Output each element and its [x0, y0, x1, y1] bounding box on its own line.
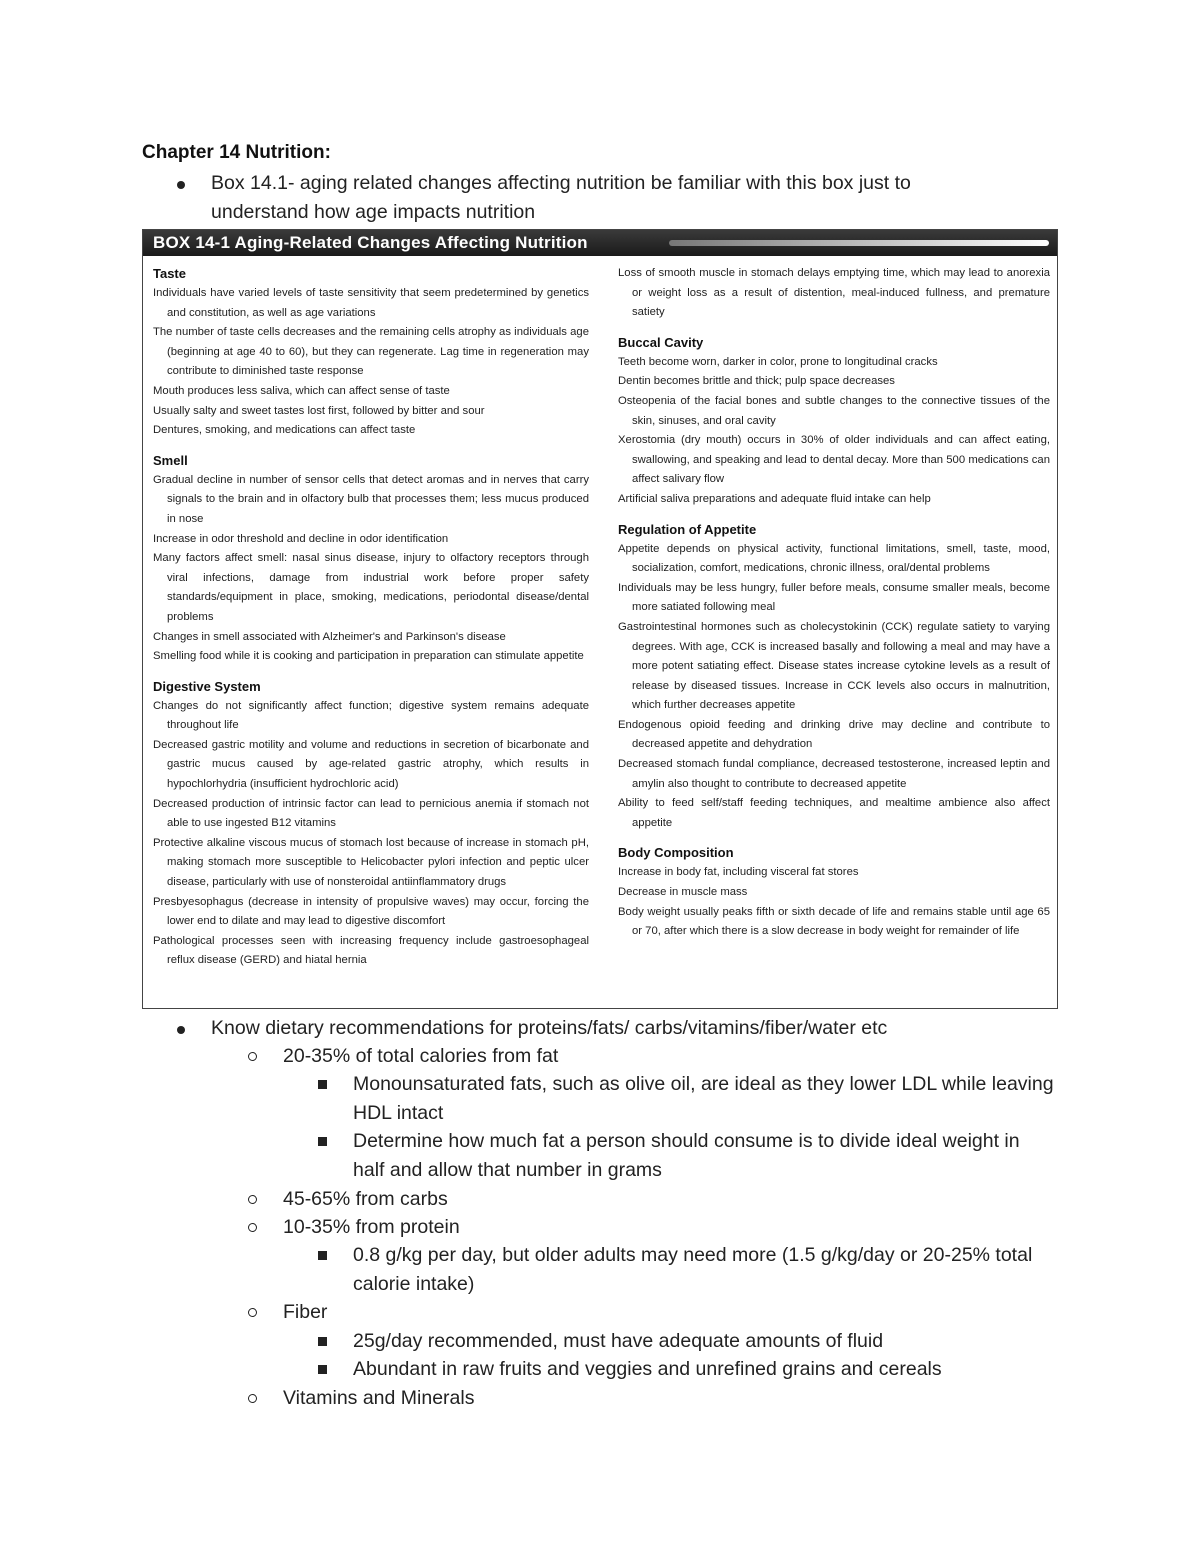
- bullet-square-icon: [318, 1080, 327, 1089]
- box-entry: Smelling food while it is cooking and participation in preparation can stimulate appetite: [153, 650, 584, 663]
- bullet-fiber-sub2: Abundant in raw fruits and veggies and unrefined grains and cereals: [353, 1358, 942, 1380]
- bullet-circle-icon: [248, 1052, 257, 1061]
- box-entry: Body weight usually peaks fifth or sixth decade of life and remains stable until age 65 or 70, after which there is a slow decrease in body weight for remainder of life: [618, 905, 1050, 938]
- box-section-heading: Body Composition: [618, 845, 734, 861]
- bullet-fat-sub1: Monounsaturated fats, such as olive oil, are ideal as they lower LDL while leaving HDL intact: [353, 1073, 1054, 1124]
- bullet-square-icon: [318, 1365, 327, 1374]
- box-entry: Teeth become worn, darker in color, prone to longitudinal cracks: [618, 355, 938, 368]
- box-right-column: [618, 264, 1050, 942]
- box-entry: Ability to feed self/staff feeding techniques, and mealtime ambience also affect appetite: [618, 797, 1050, 829]
- box-entry: Endogenous opioid feeding and drinking drive may decline and contribute to decreased appetite and dehydration: [618, 718, 1050, 751]
- box-entry: Dentin becomes brittle and thick; pulp space decreases: [618, 375, 895, 388]
- box-left-column: [153, 264, 589, 971]
- box-entry: Decreased gastric motility and volume and reductions in secretion of bicarbonate and gastric mucus caused by age-related gastric atrophy, which results in hypochlorhydria (insufficient hydrochloric acid): [153, 738, 589, 791]
- box-section-heading: Regulation of Appetite: [618, 521, 757, 537]
- header-stripe: [669, 240, 1049, 246]
- box-entry: Increase in odor threshold and decline in odor identification: [153, 532, 449, 545]
- bullet-protein: 10-35% from protein: [283, 1216, 460, 1238]
- box-entry: Individuals have varied levels of taste sensitivity that seem predetermined by genetics and constitution, as well as age variations: [153, 287, 589, 319]
- box-entry: Usually salty and sweet tastes lost first, followed by bitter and sour: [153, 404, 485, 417]
- bullet-fiber: Fiber: [283, 1301, 328, 1323]
- bullet-protein-sub1: 0.8 g/kg per day, but older adults may need more (1.5 g/kg/day or 20-25% total calorie intake): [353, 1244, 1033, 1295]
- box-entry: Increase in body fat, including visceral fat stores: [618, 866, 859, 879]
- box-section-heading: Buccal Cavity: [618, 334, 704, 350]
- box-section-heading: Smell: [153, 452, 188, 468]
- box-entry: Decreased production of intrinsic factor can lead to pernicious anemia if stomach not able to use ingested B12 vitamins: [153, 797, 589, 830]
- box-section-heading: Taste: [153, 266, 186, 281]
- box-entry: Gradual decline in number of sensor cells that detect aromas and in nerves that carry signals to the brain and in olfactory bulb that processes them; less mucus produced in nose: [153, 473, 589, 525]
- box-entry: Mouth produces less saliva, which can affect sense of taste: [153, 384, 450, 397]
- bullet-box-note: Box 14.1- aging related changes affecting nutrition be familiar with this box just to understand how age impacts nutrition: [211, 172, 911, 223]
- bullet-dot-icon: [177, 1026, 185, 1034]
- box-entry: Changes in smell associated with Alzheimer's and Parkinson's disease: [153, 630, 506, 643]
- box-entry: Changes do not significantly affect function; digestive system remains adequate throughout life: [153, 699, 589, 732]
- box-title: BOX 14-1 Aging-Related Changes Affecting Nutrition: [153, 233, 588, 252]
- bullet-vitamins: Vitamins and Minerals: [283, 1387, 475, 1409]
- box-entry: Presbyesophagus (decrease in intensity of propulsive waves) may occur, forcing the lower end to dilate and may lead to digestive discomfort: [153, 895, 589, 928]
- bullet-carbs: 45-65% from carbs: [283, 1188, 448, 1210]
- box-14-1-figure: [142, 229, 1058, 1009]
- box-entry: Individuals may be less hungry, fuller before meals, consume smaller meals, become more satiated following meal: [618, 581, 1050, 614]
- box-entry: Appetite depends on physical activity, functional limitations, smell, taste, mood, socialization, comfort, medications, chronic illness, oral/dental problems: [618, 542, 1050, 575]
- box-header: [143, 230, 1057, 256]
- box-entry: Artificial saliva preparations and adequate fluid intake can help: [618, 492, 931, 505]
- box-entry: Decreased stomach fundal compliance, decreased testosterone, increased leptin and amylin also thought to contribute to decreased appetite: [618, 758, 1050, 790]
- box-entry: Loss of smooth muscle in stomach delays emptying time, which may lead to anorexia or weight loss as a result of distention, meal-induced fullness, and premature satiety: [618, 267, 1050, 319]
- box-entry: Pathological processes seen with increasing frequency include gastroesophageal reflux disease (GERD) and hiatal hernia: [153, 934, 589, 967]
- bullet-dot-icon: [177, 181, 185, 189]
- box-section-heading: Digestive System: [153, 678, 261, 694]
- bullet-circle-icon: [248, 1308, 257, 1317]
- bullet-fiber-sub1: 25g/day recommended, must have adequate amounts of fluid: [353, 1330, 884, 1352]
- box-entry: Many factors affect smell: nasal sinus disease, injury to olfactory receptors through viral infections, damage from industrial work before proper safety standards/equipment in place, smoking, medications, periodontal disease/dental problems: [153, 552, 589, 623]
- box-entry: Decrease in muscle mass: [618, 886, 748, 899]
- box-entry: Osteopenia of the facial bones and subtle changes to the connective tissues of the skin, sinuses, and oral cavity: [618, 394, 1050, 427]
- box-entry: The number of taste cells decreases and the remaining cells atrophy as individuals age (beginning at age 40 to 60), but they can regenerate. Lag time in regeneration may contribute to diminished taste response: [153, 326, 589, 378]
- bullet-dietary: Know dietary recommendations for proteins/fats/ carbs/vitamins/fiber/water etc: [211, 1017, 888, 1039]
- box-entry: Dentures, smoking, and medications can affect taste: [153, 424, 416, 437]
- bullet-square-icon: [318, 1251, 327, 1260]
- box-entry: Gastrointestinal hormones such as cholecystokinin (CCK) regulate satiety to varying degrees. With age, CCK is increased basally and following a meal and may have a more potent satiating effect. Disease states increase cytokine levels as a result of release by diseased tissues. Increase in CCK levels also occurs in malnutrition, which further decreases appetite: [618, 620, 1050, 712]
- bullet-circle-icon: [248, 1394, 257, 1403]
- box-entry: Xerostomia (dry mouth) occurs in 30% of older individuals and can affect eating, swallowing, and speaking and lead to dental decay. More than 500 medications can affect salivary flow: [618, 434, 1050, 486]
- bullet-fat: 20-35% of total calories from fat: [283, 1045, 559, 1067]
- bullet-square-icon: [318, 1137, 327, 1146]
- bullet-square-icon: [318, 1337, 327, 1346]
- bullet-circle-icon: [248, 1223, 257, 1232]
- chapter-title: Chapter 14 Nutrition:: [142, 142, 331, 163]
- bullet-circle-icon: [248, 1195, 257, 1204]
- box-entry: Protective alkaline viscous mucus of stomach lost because of increase in stomach pH, making stomach more susceptible to Helicobacter pylori infection and peptic ulcer disease, particularly with use of nonsteroidal antiinflammatory drugs: [153, 836, 589, 889]
- bullet-fat-sub2: Determine how much fat a person should consume is to divide ideal weight in half and allow that number in grams: [353, 1130, 1020, 1181]
